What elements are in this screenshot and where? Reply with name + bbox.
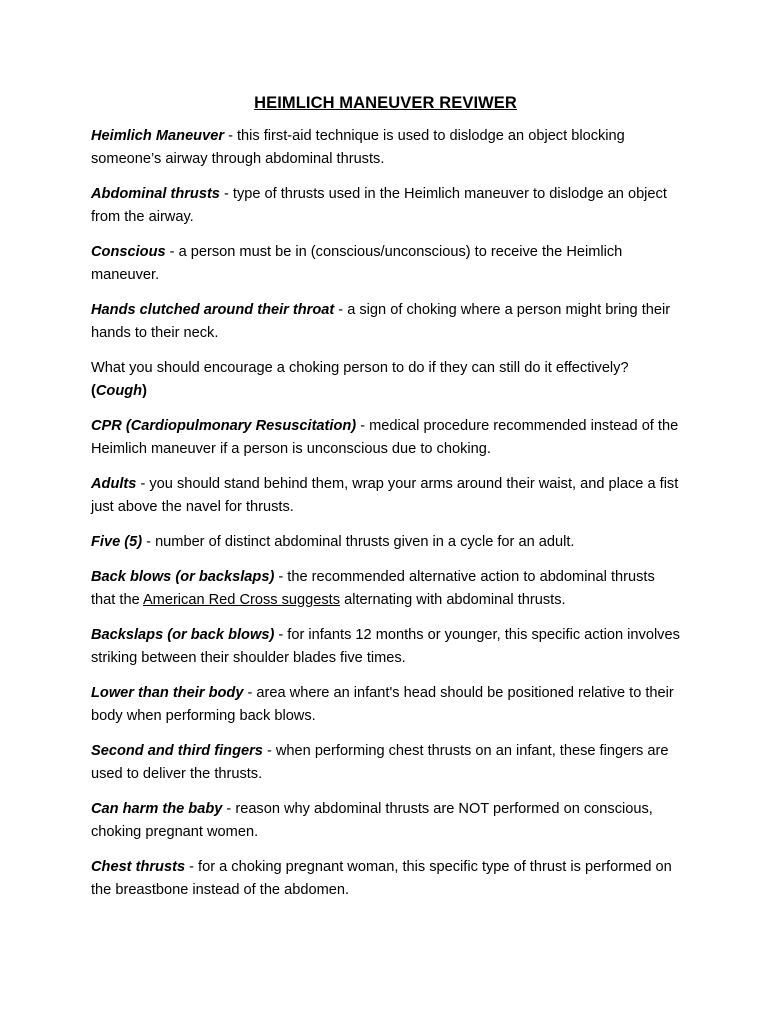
answer-close-paren: ) <box>142 383 147 399</box>
entry-definition: - type of thrusts used in the Heimlich maneuver to dislodge an object from the airway. <box>91 186 667 225</box>
entry-conscious <box>91 241 680 287</box>
entry-definition: - area where an infant's head should be positioned relative to their body when performing back blows. <box>91 685 674 724</box>
answer-open-paren: ( <box>91 383 96 399</box>
entry-definition: - a person must be in (conscious/unconscious) to receive the Heimlich maneuver. <box>91 244 623 283</box>
entry-term: CPR (Cardiopulmonary Resuscitation) <box>91 418 357 434</box>
entry-term: Backslaps (or back blows) <box>91 627 275 643</box>
entry-term: Chest thrusts <box>91 859 186 875</box>
entry-definition: - a sign of choking where a person might bring their hands to their neck. <box>91 302 671 341</box>
entry-term: Second and third fingers <box>91 743 263 759</box>
entry-abdominal-thrusts <box>91 183 680 229</box>
entry-definition: - for infants 12 months or younger, this specific action involves striking between their shoulder blades five times. <box>91 627 680 666</box>
red-cross-link[interactable]: American Red Cross suggests <box>142 592 341 608</box>
entry-term: Lower than their body <box>91 685 244 701</box>
entry-five <box>91 531 680 554</box>
entry-adults <box>91 473 680 519</box>
entry-can-harm-baby <box>91 798 680 844</box>
entry-hands-clutched <box>91 299 680 345</box>
entry-definition: - when performing chest thrusts on an infant, these fingers are used to deliver the thrusts. <box>91 743 669 782</box>
entry-cough-question <box>91 357 680 403</box>
entry-term: Can harm the baby <box>91 801 223 817</box>
entry-term: Abdominal thrusts <box>91 186 220 202</box>
entry-term: Five (5) <box>91 534 143 550</box>
entry-definition: - this first-aid technique is used to dislodge an object blocking someone’s airway through abdominal thrusts. <box>91 128 625 167</box>
entry-heimlich-maneuver <box>91 125 680 171</box>
entry-definition: - number of distinct abdominal thrusts given in a cycle for an adult. <box>142 534 575 550</box>
entry-backslaps <box>91 624 680 670</box>
entry-definition: - you should stand behind them, wrap your arms around their waist, and place a fist just above the navel for thrusts. <box>91 476 679 515</box>
entry-lower-than-body <box>91 682 680 728</box>
entry-term: Conscious <box>91 244 166 260</box>
entry-answer: Cough <box>95 383 143 399</box>
entry-definition-start: - the recommended alternative action to abdominal thrusts that the <box>91 569 655 608</box>
entry-term: Adults <box>91 476 137 492</box>
entry-definition: - for a choking pregnant woman, this specific type of thrust is performed on the breastbone instead of the abdomen. <box>91 859 672 898</box>
entry-definition-end: alternating with abdominal thrusts. <box>340 592 566 608</box>
entry-cpr <box>91 415 680 461</box>
entry-definition: - medical procedure recommended instead of the Heimlich maneuver if a person is unconscious due to choking. <box>91 418 679 457</box>
document-title: HEIMLICH MANEUVER REVIWER <box>254 94 517 112</box>
entry-chest-thrusts <box>91 856 680 902</box>
entry-second-third-fingers <box>91 740 680 786</box>
entry-definition: - reason why abdominal thrusts are NOT performed on conscious, choking pregnant women. <box>91 801 653 840</box>
entry-term: Hands clutched around their throat <box>91 302 335 318</box>
entry-question: What you should encourage a choking person to do if they can still do it effectively? <box>91 360 629 376</box>
entry-term: Heimlich Maneuver <box>91 128 225 144</box>
entry-term: Back blows (or backslaps) <box>91 569 275 585</box>
entry-back-blows <box>91 566 680 612</box>
